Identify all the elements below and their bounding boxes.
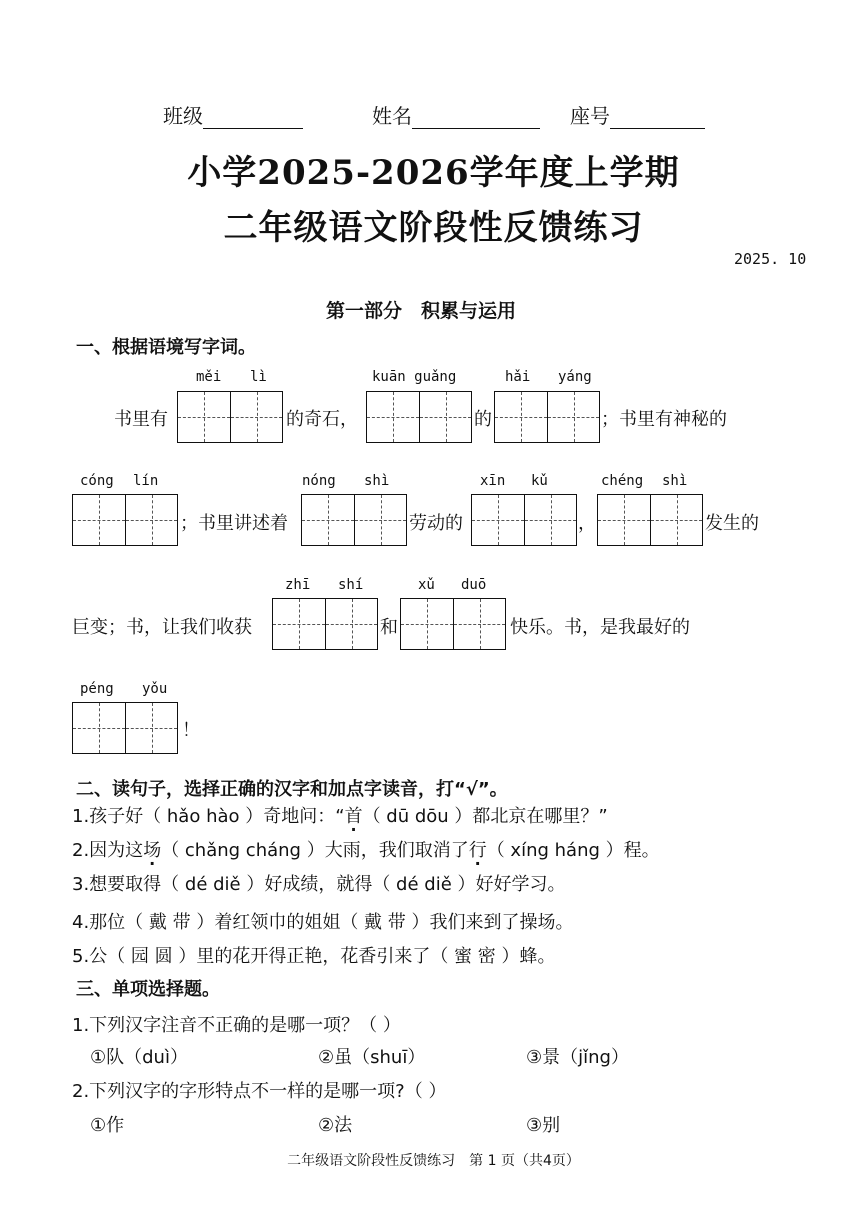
text-t4: ；书里有神秘的: [601, 409, 727, 430]
section-3-title: 三、单项选择题。: [76, 979, 220, 1000]
pinyin-peng: péng: [80, 681, 114, 697]
s2-q2-dotted-char: 场: [143, 840, 162, 861]
answer-grid-pengyou[interactable]: [72, 702, 178, 754]
class-blank[interactable]: [203, 106, 303, 129]
text-t8: 发生的: [705, 513, 759, 534]
s2-q1-part-b: （ dū dōu ）都北京在哪里？”: [362, 806, 608, 827]
part-one-title: 第一部分 积累与运用: [326, 300, 517, 322]
text-t3: 的: [474, 409, 492, 430]
pinyin-cheng: chéng: [601, 473, 644, 489]
s2-question-4[interactable]: 4.那位（ 戴 带 ）着红领巾的姐姐（ 戴 带 ）我们来到了操场。: [72, 912, 574, 933]
pinyin-yang: yáng: [558, 369, 592, 385]
text-t2: 的奇石，: [286, 409, 358, 430]
pinyin-shi-1: shì: [364, 473, 390, 489]
s2-q2-part-a: 2.因为这: [72, 840, 144, 861]
s2-q2-part-b: （ chǎng cháng ）大雨，我们取消了: [161, 840, 469, 861]
section-2-title: 二、读句子，选择正确的汉字和加点字读音，打“√”。: [76, 779, 508, 800]
answer-grid-haiyang[interactable]: [494, 391, 600, 443]
exam-date: 2025. 10: [734, 250, 807, 268]
s3-q1-option-3[interactable]: ③景（jǐng）: [526, 1047, 629, 1068]
seat-blank[interactable]: [610, 106, 705, 129]
text-t5: ；书里讲述着: [180, 513, 288, 534]
answer-grid-zhishi[interactable]: [272, 598, 378, 650]
s2-question-2[interactable]: [72, 836, 660, 862]
s2-q2-part-c: （ xíng háng ）程。: [486, 840, 660, 861]
answer-grid-chengshi[interactable]: [597, 494, 703, 546]
s3-question-2[interactable]: 2.下列汉字的字形特点不一样的是哪一项?（ ）: [72, 1081, 447, 1102]
text-t12: ！: [182, 720, 200, 741]
text-t7: ，: [578, 513, 596, 534]
answer-grid-xinku[interactable]: [471, 494, 577, 546]
pinyin-zhi: zhī: [285, 577, 311, 593]
seat-label: 座号: [570, 104, 610, 128]
s3-q1-option-1[interactable]: ①队（duì）: [90, 1047, 188, 1068]
s3-q2-option-1[interactable]: ①作: [90, 1115, 125, 1136]
answer-grid-meili[interactable]: [177, 391, 283, 443]
s2-question-5[interactable]: 5.公（ 园 圆 ）里的花开得正艳，花香引来了（ 蜜 密 ）蜂。: [72, 946, 556, 967]
pinyin-li: lì: [250, 369, 267, 385]
pinyin-shi-3: shí: [338, 577, 364, 593]
title-line-2: 二年级语文阶段性反馈练习: [223, 208, 644, 248]
s2-question-1[interactable]: [72, 802, 608, 828]
text-t9: 巨变；书，让我们收获: [72, 617, 252, 638]
answer-grid-nongshi[interactable]: [301, 494, 407, 546]
s2-q1-part-a: 1.孩子好（ hǎo hào ）奇地问：“: [72, 806, 345, 827]
s2-q2-dotted-char-2: 行: [468, 840, 487, 861]
s3-q1-option-2[interactable]: ②虽（shuī）: [318, 1047, 426, 1068]
s2-q1-dotted-char: 首: [344, 806, 363, 827]
answer-grid-xuduo[interactable]: [400, 598, 506, 650]
pinyin-lin: lín: [133, 473, 159, 489]
class-field[interactable]: [163, 100, 303, 129]
pinyin-xu: xǔ: [418, 577, 435, 593]
pinyin-mei: měi: [196, 369, 222, 385]
seat-field[interactable]: [570, 100, 705, 129]
pinyin-shi-2: shì: [662, 473, 688, 489]
answer-grid-kuanguang[interactable]: [366, 391, 472, 443]
text-t11: 快乐。书，是我最好的: [510, 617, 690, 638]
text-t1: 书里有: [114, 409, 168, 430]
section-1-title: 一、根据语境写字词。: [76, 337, 256, 358]
s3-q2-option-2[interactable]: ②法: [318, 1115, 353, 1136]
pinyin-xin: xīn: [480, 473, 506, 489]
s3-question-1[interactable]: 1.下列汉字注音不正确的是哪一项？（ ）: [72, 1015, 401, 1036]
class-label: 班级: [163, 104, 203, 128]
name-field[interactable]: [372, 100, 540, 129]
title-line-1: 小学2025-2026学年度上学期: [187, 153, 680, 193]
pinyin-duo: duō: [461, 577, 487, 593]
name-label: 姓名: [372, 104, 412, 128]
text-t10: 和: [380, 617, 398, 638]
pinyin-kuanguang: kuān guǎng: [372, 369, 457, 385]
s3-q2-option-3[interactable]: ③别: [526, 1115, 561, 1136]
pinyin-ku: kǔ: [531, 473, 548, 489]
pinyin-cong: cóng: [80, 473, 114, 489]
name-blank[interactable]: [412, 106, 540, 129]
pinyin-you: yǒu: [142, 681, 168, 697]
answer-grid-conglin[interactable]: [72, 494, 178, 546]
s2-question-3[interactable]: 3.想要取得（ dé diě ）好成绩，就得（ dé diě ）好好学习。: [72, 874, 566, 895]
text-t6: 劳动的: [409, 513, 463, 534]
pinyin-hai: hǎi: [505, 369, 531, 385]
pinyin-nong: nóng: [302, 473, 336, 489]
page-footer: 二年级语文阶段性反馈练习 第 1 页（共4页）: [287, 1153, 580, 1169]
